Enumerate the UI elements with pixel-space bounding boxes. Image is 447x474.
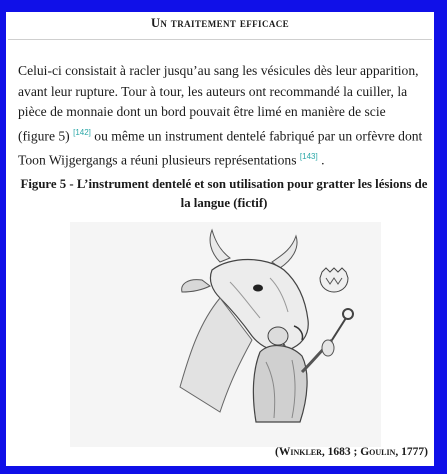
figure-caption: Figure 5 - L’instrument dentelé et son utilisation pour gratter les lésions de la langue (fictif)	[20, 177, 428, 210]
serrated-coin-icon	[320, 268, 348, 292]
paragraph-text-1: Celui-ci consistait à racler jusqu’au sang les vésicules dès leur apparition, avant leur rupture. Tour à tour, les auteurs ont recommandé la cuiller, la pièce de monnaie dont un bord pouvait être limé en manière de scie (figure 5)	[18, 63, 419, 144]
reference-link-143[interactable]: [143]	[299, 151, 318, 161]
paragraph-text-3: .	[317, 152, 325, 168]
section-title: Un traitement efficace	[150, 16, 290, 30]
figure-illustration	[70, 222, 381, 447]
figure-credit: (Winkler, 1683 ; Goulin, 1777)	[275, 446, 428, 458]
body-paragraph	[18, 61, 426, 171]
paragraph-text-2: ou même un instrument dentelé fabriqué par un orfèvre dont Toon Wijgergangs a réuni plusieurs représentations	[18, 128, 423, 168]
title-divider	[8, 39, 432, 40]
cow-tongue-scraping-illustration	[70, 222, 381, 447]
content-panel	[6, 12, 434, 466]
reference-link-142[interactable]: [142]	[73, 127, 91, 137]
